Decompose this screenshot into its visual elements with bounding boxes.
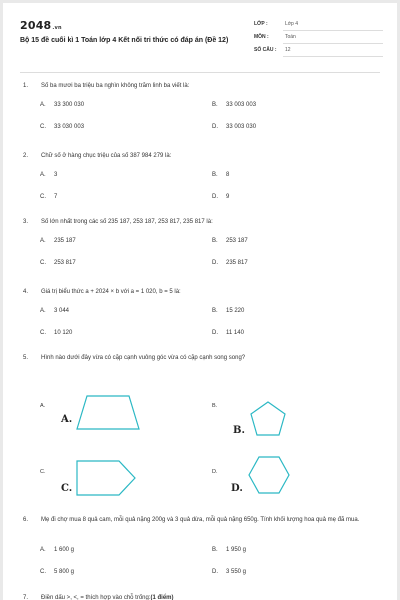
question-number: 2.	[23, 153, 29, 159]
option-c[interactable]	[40, 124, 84, 130]
option-letter: A.	[40, 238, 46, 244]
option-letter: B.	[212, 102, 218, 108]
option-text: 33 300 030	[54, 102, 85, 108]
option-letter: A.	[40, 308, 46, 314]
option-text: 9	[226, 194, 230, 200]
question-text: Chữ số ở hàng chục triệu của số 387 984 279 là:	[41, 153, 172, 159]
question-points: (1 điểm)	[150, 595, 174, 600]
option-a[interactable]: A.	[40, 403, 46, 409]
option-c[interactable]: C.	[40, 469, 46, 475]
question-number: 4.	[23, 289, 29, 295]
question-number: 1.	[23, 83, 29, 89]
option-text: 235 817	[226, 260, 248, 266]
option-c[interactable]	[40, 194, 57, 200]
option-letter: D.	[212, 124, 218, 130]
meta-label-grade: LỚP :	[254, 21, 268, 27]
option-text: 1 950 g	[226, 547, 247, 553]
meta-label-count: SỐ CÂU :	[254, 47, 277, 53]
document-title: Bộ 15 đề cuối kì 1 Toán lớp 4 Kết nối tri thức có đáp án (Đề 12)	[20, 37, 229, 44]
option-letter: D.	[212, 194, 218, 200]
option-d[interactable]: D.	[212, 469, 218, 475]
option-letter: B.	[212, 308, 218, 314]
option-letter: D.	[212, 569, 218, 575]
trapezoid-figure	[75, 394, 141, 432]
option-text: 8	[226, 172, 230, 178]
option-c[interactable]	[40, 569, 74, 575]
question-text: Mẹ đi chợ mua 8 quả cam, mỗi quả nặng 200g và 3 quả dừa, mỗi quả nặng 650g. Tính khối lượng hoa quả mẹ đã mua.	[41, 517, 360, 523]
option-c[interactable]	[40, 330, 72, 336]
option-d[interactable]	[212, 260, 248, 266]
figure-letter-d: D.	[231, 483, 243, 494]
option-b[interactable]: B.	[212, 403, 218, 409]
option-b[interactable]	[212, 172, 229, 178]
meta-underline	[283, 43, 383, 44]
option-text: 5 800 g	[54, 569, 75, 575]
header-divider	[20, 72, 380, 73]
option-letter: C.	[40, 260, 46, 266]
option-text: 7	[54, 194, 58, 200]
option-a[interactable]	[40, 102, 84, 108]
question-text: Số ba mươi ba triệu ba nghìn không trăm linh ba viết là:	[41, 83, 190, 89]
question-number: 3.	[23, 219, 29, 225]
site-logo[interactable]	[20, 19, 62, 32]
question-number: 7.	[23, 595, 29, 600]
option-text: 33 003 030	[226, 124, 257, 130]
option-c[interactable]	[40, 260, 76, 266]
meta-underline	[283, 56, 383, 57]
option-d[interactable]	[212, 124, 256, 130]
option-text: 33 030 003	[54, 124, 85, 130]
meta-value-count: 12	[285, 47, 291, 53]
option-letter: C.	[40, 330, 46, 336]
option-letter: C.	[40, 194, 46, 200]
option-letter: C.	[40, 569, 46, 575]
option-b[interactable]	[212, 308, 244, 314]
option-letter: D.	[212, 260, 218, 266]
logo-tld: .vn	[52, 25, 62, 31]
option-letter: A.	[40, 172, 46, 178]
option-d[interactable]	[212, 194, 229, 200]
option-text: 1 600 g	[54, 547, 75, 553]
option-a[interactable]	[40, 547, 74, 553]
figure-letter-a: A.	[61, 414, 73, 425]
option-text: 3 550 g	[226, 569, 247, 575]
question-number: 5.	[23, 355, 29, 361]
option-letter: B.	[212, 547, 218, 553]
option-text: 15 220	[226, 308, 245, 314]
figure-letter-b: B.	[233, 425, 245, 436]
option-letter: A.	[40, 547, 46, 553]
option-a[interactable]	[40, 238, 76, 244]
option-text: 3 044	[54, 308, 70, 314]
option-a[interactable]	[40, 172, 57, 178]
option-text: 253 817	[54, 260, 76, 266]
figure-letter-c: C.	[61, 483, 73, 494]
meta-underline	[283, 30, 383, 31]
option-b[interactable]	[212, 238, 248, 244]
meta-value-grade: Lớp 4	[285, 21, 299, 27]
option-text: 11 140	[226, 330, 244, 336]
option-text: 10 120	[54, 330, 73, 336]
option-d[interactable]	[212, 330, 244, 336]
arrow-pentagon-figure	[75, 459, 137, 497]
logo-text: 2048	[20, 19, 52, 32]
question-text-main: Điền dấu >, <, = thích hợp vào chỗ trống:	[41, 595, 151, 600]
option-letter: B.	[212, 172, 218, 178]
option-text: 3	[54, 172, 58, 178]
option-text: 33 003 003	[226, 102, 257, 108]
option-b[interactable]	[212, 102, 256, 108]
pentagon-figure	[249, 400, 287, 438]
option-letter: B.	[212, 238, 218, 244]
option-text: 253 187	[226, 238, 248, 244]
option-letter: C.	[40, 124, 46, 130]
exam-page	[3, 3, 397, 600]
question-text: Giá trị biểu thức a + 2024 × b với a = 1 020, b = 5 là:	[41, 289, 181, 295]
option-letter: D.	[212, 330, 218, 336]
hexagon-figure	[247, 455, 291, 495]
meta-label-subject: MÔN :	[254, 34, 269, 40]
question-number: 6.	[23, 517, 29, 523]
option-a[interactable]	[40, 308, 69, 314]
option-text: 235 187	[54, 238, 76, 244]
meta-value-subject: Toán	[285, 34, 296, 40]
option-letter: A.	[40, 102, 46, 108]
question-text: Số lớn nhất trong các số 235 187, 253 187, 253 817, 235 817 là:	[41, 219, 213, 225]
question-text	[41, 594, 381, 600]
question-text: Hình nào dưới đây vừa có cặp cạnh vuông góc vừa có cặp cạnh song song?	[41, 355, 246, 361]
option-d[interactable]	[212, 569, 246, 575]
option-b[interactable]	[212, 547, 246, 553]
